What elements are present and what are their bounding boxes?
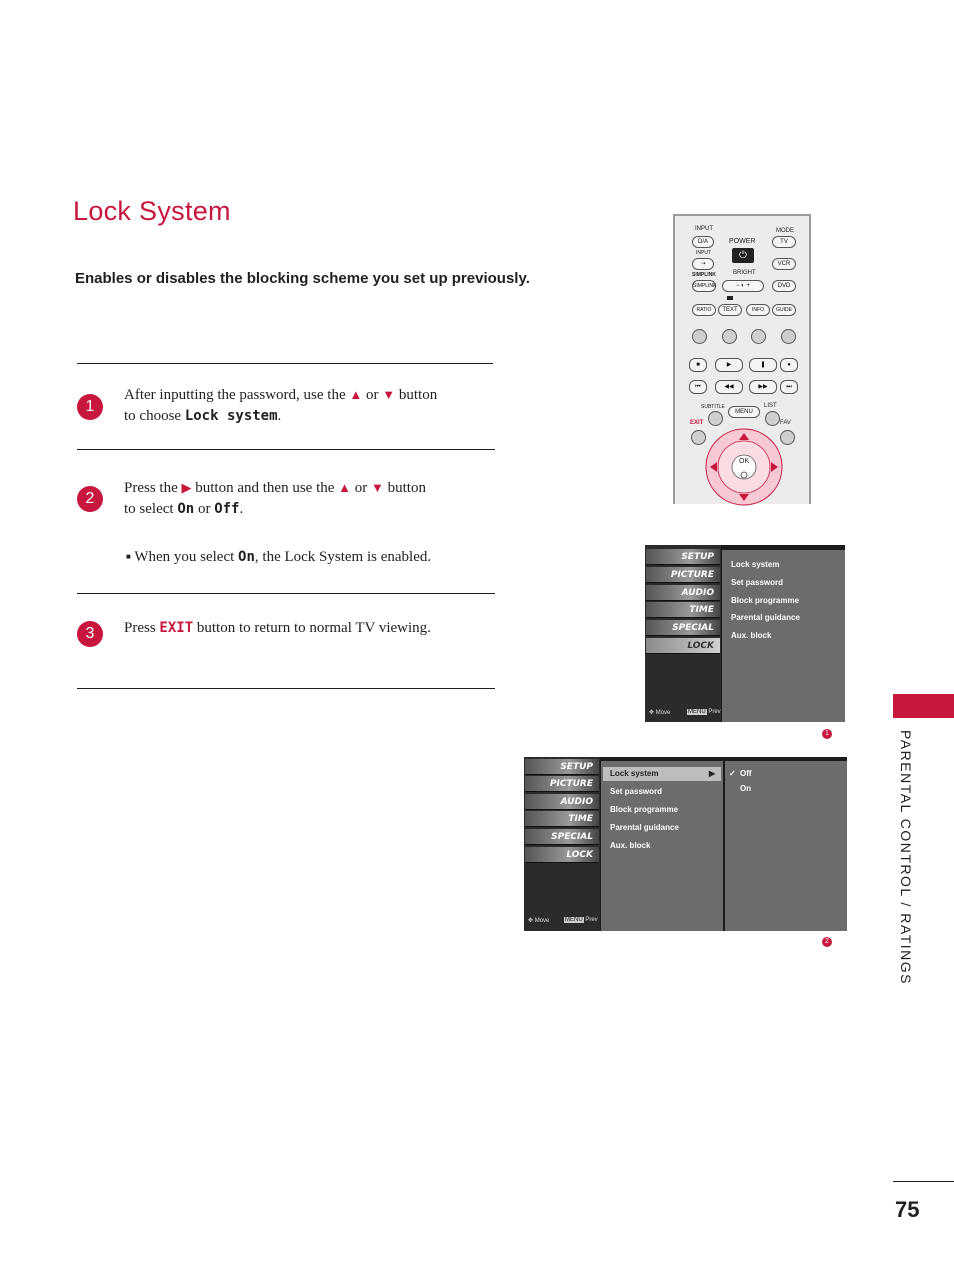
- power-label: POWER: [729, 238, 756, 245]
- step-number-1: 1: [77, 394, 103, 420]
- menu-2-item-block-programme[interactable]: Block programme: [610, 805, 679, 814]
- step-1-text-b: button: [398, 387, 438, 403]
- section-tab: [893, 694, 954, 718]
- menu-1-tab-time[interactable]: TIME: [646, 602, 720, 618]
- step-3-text: [124, 618, 494, 639]
- divider: [77, 593, 495, 594]
- record-button[interactable]: ●: [780, 358, 798, 372]
- right-arrow-icon: ▶: [181, 480, 192, 495]
- input-label-2: INPUT: [696, 250, 711, 256]
- on-keyword: On: [238, 549, 255, 565]
- menu-button[interactable]: MENU: [728, 406, 760, 418]
- menu-2-tab-setup[interactable]: SETUP: [525, 759, 599, 775]
- menu-2-panel: [601, 761, 723, 931]
- section-label-container: [896, 730, 916, 1000]
- color-button-4[interactable]: [781, 329, 796, 344]
- menu-1-item-set-password[interactable]: Set password: [731, 578, 784, 587]
- page-number: 75: [895, 1197, 920, 1222]
- menu-1-tab-picture[interactable]: PICTURE: [646, 567, 720, 583]
- menu-key-icon: MENU: [688, 709, 706, 715]
- menu-1-panel: [722, 550, 845, 722]
- color-button-2[interactable]: [722, 329, 737, 344]
- menu-2-item-aux-block[interactable]: Aux. block: [610, 841, 651, 850]
- step-number-3: 3: [77, 621, 103, 647]
- teletext-icon: [727, 296, 733, 300]
- note-text-a: When you select: [134, 549, 235, 565]
- bright-rocker[interactable]: − ◐ +: [722, 280, 764, 292]
- note-text: [126, 546, 496, 568]
- move-label: Move: [655, 710, 671, 716]
- menu-1-sidebar: [645, 545, 721, 722]
- intro-text: Enables or disables the blocking scheme you set up previously.: [75, 270, 530, 287]
- step-1-or: or: [366, 387, 379, 403]
- guide-button[interactable]: GUIDE: [772, 304, 796, 316]
- menu-2-move-hint: [528, 917, 549, 924]
- input-label: INPUT: [695, 226, 713, 232]
- off-keyword: Off: [214, 501, 240, 517]
- step-3-text-a: Press: [124, 620, 156, 636]
- page-title: Lock System: [73, 196, 231, 226]
- rewind-button[interactable]: ◀◀: [715, 380, 743, 394]
- exit-label: EXIT: [690, 420, 704, 426]
- lock-system-keyword: Lock system: [184, 408, 278, 424]
- menu-2-sidebar: [524, 757, 600, 931]
- menu-2-tab-special[interactable]: SPECIAL: [525, 829, 599, 845]
- divider: [77, 363, 493, 364]
- menu-1-item-parental-guidance[interactable]: Parental guidance: [731, 613, 800, 622]
- menu-key-icon: MENU: [565, 917, 583, 923]
- step-1-text: [124, 384, 494, 427]
- step-2-text: [124, 477, 494, 520]
- simplink-logo: SIMPLINK: [692, 272, 716, 278]
- ratio-button[interactable]: RATIO: [692, 304, 716, 316]
- step-2-or2: or: [197, 501, 211, 517]
- text-button[interactable]: TEXT: [718, 304, 742, 316]
- list-button[interactable]: [765, 411, 780, 426]
- mode-label: MODE: [776, 228, 794, 234]
- color-button-3[interactable]: [751, 329, 766, 344]
- tv-button[interactable]: TV: [772, 236, 796, 248]
- prev-label: Prev: [585, 917, 598, 923]
- step-2-end: .: [239, 501, 244, 517]
- menu-2-prev-hint: [564, 917, 598, 923]
- menu-1-item-aux-block[interactable]: Aux. block: [731, 631, 772, 640]
- subtitle-button[interactable]: [708, 411, 723, 426]
- menu-2-options-panel: [725, 761, 847, 931]
- option-on[interactable]: On: [740, 784, 752, 793]
- remote-control: [673, 214, 811, 504]
- menu-1-prev-hint: [687, 709, 721, 715]
- menu-1-tab-audio[interactable]: AUDIO: [646, 585, 720, 601]
- bullet-icon: ■: [126, 552, 131, 561]
- da-button[interactable]: D/A: [692, 236, 714, 248]
- divider: [77, 449, 495, 450]
- pause-button[interactable]: ❚: [749, 358, 777, 372]
- option-off[interactable]: Off: [740, 769, 752, 778]
- prev-label: Prev: [708, 709, 721, 715]
- vcr-button[interactable]: VCR: [772, 258, 796, 270]
- step-2-text-c: button: [387, 480, 426, 496]
- skip-forward-button[interactable]: ⏭: [780, 380, 798, 394]
- fast-forward-button[interactable]: ▶▶: [749, 380, 777, 394]
- move-label: Move: [534, 918, 550, 924]
- step-number-2: 2: [77, 486, 103, 512]
- menu-1-item-lock-system[interactable]: Lock system: [731, 560, 780, 569]
- section-label: PARENTAL CONTROL / RATINGS: [898, 730, 914, 985]
- skip-back-button[interactable]: ⏮: [689, 380, 707, 394]
- dvd-button[interactable]: DVD: [772, 280, 796, 292]
- simplink-button[interactable]: SIMPLINK: [692, 280, 716, 292]
- move-icon: ✥: [528, 918, 534, 924]
- step-1-end: .: [277, 408, 282, 424]
- step-1-text-c: to choose: [124, 408, 182, 424]
- menu-2-item-lock-system[interactable]: Lock system: [610, 769, 659, 778]
- up-arrow-icon: ▲: [338, 480, 352, 495]
- step-2-text-a: Press the: [124, 480, 178, 496]
- info-button[interactable]: INFO: [746, 304, 770, 316]
- menu-2-tab-lock[interactable]: LOCK: [525, 847, 599, 863]
- exit-keyword: EXIT: [159, 620, 194, 636]
- exit-button[interactable]: [691, 430, 706, 445]
- menu-2-item-parental-guidance[interactable]: Parental guidance: [610, 823, 679, 832]
- play-button[interactable]: ▶: [715, 358, 743, 372]
- down-arrow-icon: ▼: [371, 480, 384, 495]
- menu-2-right-arrow-icon: ▶: [709, 769, 716, 778]
- divider: [77, 688, 495, 689]
- menu-screenshot-2: [524, 757, 847, 931]
- step-2-or: or: [354, 480, 368, 496]
- step-3-text-b: button to return to normal TV viewing.: [196, 620, 431, 636]
- menu-2-tab-picture[interactable]: PICTURE: [525, 776, 599, 792]
- menu-2-tab-time[interactable]: TIME: [525, 811, 599, 827]
- move-icon: ✥: [649, 710, 655, 716]
- up-arrow-icon: ▲: [349, 387, 363, 402]
- color-button-1[interactable]: [692, 329, 707, 344]
- menu-2-tab-audio[interactable]: AUDIO: [525, 794, 599, 810]
- menu-2-item-set-password[interactable]: Set password: [610, 787, 663, 796]
- stop-button[interactable]: ■: [689, 358, 707, 372]
- on-keyword: On: [177, 501, 195, 517]
- menu-1-item-block-programme[interactable]: Block programme: [731, 596, 800, 605]
- menu-2-badge: 2: [822, 937, 832, 947]
- down-arrow-icon: ▼: [382, 387, 396, 402]
- menu-1-badge: 1: [822, 729, 832, 739]
- page-number-rule: [893, 1181, 954, 1182]
- note-text-b: , the Lock System is enabled.: [254, 549, 432, 565]
- menu-screenshot-1: [645, 545, 845, 722]
- step-1-text-a: After inputting the password, use the: [124, 387, 346, 403]
- ok-label: OK: [739, 458, 750, 465]
- subtitle-label: SUBTITLE: [701, 404, 725, 410]
- bright-label: BRIGHT: [733, 270, 756, 276]
- navigation-pad[interactable]: [705, 428, 783, 506]
- menu-1-move-hint: [649, 709, 670, 716]
- list-label: LIST: [764, 403, 777, 409]
- input-button[interactable]: ⇢: [692, 258, 714, 270]
- step-2-text-b: button and then use the: [195, 480, 335, 496]
- menu-1-tab-setup[interactable]: SETUP: [646, 549, 720, 565]
- check-icon: ✓: [729, 769, 736, 778]
- step-2-text-d: to select: [124, 501, 174, 517]
- fav-label: FAV: [780, 420, 791, 426]
- menu-1-tab-special[interactable]: SPECIAL: [646, 620, 720, 636]
- menu-1-tab-lock[interactable]: LOCK: [646, 638, 720, 654]
- power-button[interactable]: ⏻: [732, 248, 754, 263]
